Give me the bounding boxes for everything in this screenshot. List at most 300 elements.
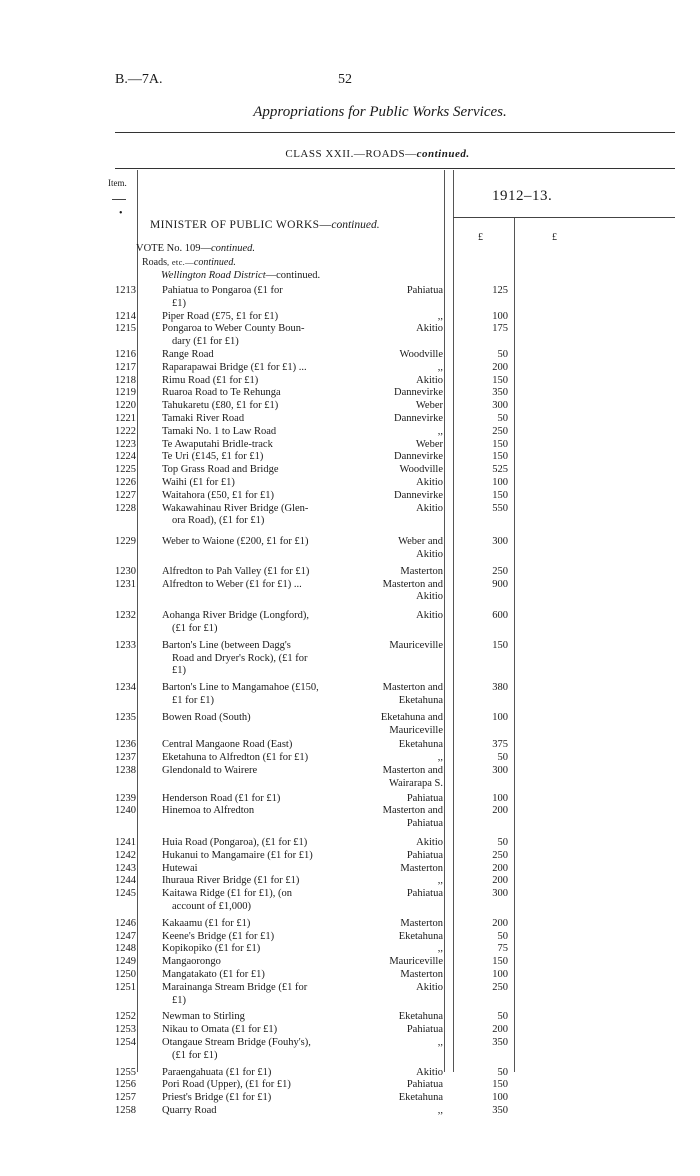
description-line: Range Road bbox=[162, 349, 214, 360]
description-line: Weber to Waione (£200, £1 for £1) bbox=[162, 536, 309, 548]
amount-value: 150 bbox=[492, 374, 508, 386]
road-description bbox=[162, 752, 362, 765]
description-line: Kakaamu (£1 for £1) bbox=[162, 917, 251, 929]
amount-value: 125 bbox=[492, 285, 508, 296]
road-description bbox=[162, 362, 362, 375]
amount-value: 100 bbox=[492, 969, 508, 980]
road-description bbox=[162, 793, 362, 806]
description-line: Pori Road (Upper), (£1 for £1) bbox=[162, 1079, 291, 1091]
amount-value: 200 bbox=[492, 875, 508, 887]
item-number: 1235 bbox=[115, 711, 136, 723]
road-description bbox=[162, 918, 362, 931]
item-number: 1237 bbox=[115, 752, 136, 764]
road-description bbox=[162, 712, 362, 725]
description-line: Ruaroa Road to Te Rehunga bbox=[162, 387, 281, 399]
year-column-header: 1912–13. bbox=[492, 188, 553, 204]
description-line: Central Mangaone Road (East) bbox=[162, 739, 293, 751]
county-line: ,, bbox=[437, 752, 443, 764]
item-column-header: Item. bbox=[108, 178, 127, 188]
road-description bbox=[162, 805, 362, 818]
amount-value: 350 bbox=[492, 1037, 508, 1048]
roads-label: Roads bbox=[142, 257, 167, 268]
item-header-rule bbox=[112, 199, 126, 200]
currency-symbol-2: £ bbox=[552, 232, 557, 243]
county-name bbox=[360, 805, 443, 831]
description-line: Pahiatua to Pongaroa (£1 for bbox=[162, 285, 283, 296]
amount-value: 100 bbox=[492, 477, 508, 488]
description-line: (£1 for £1) bbox=[172, 1049, 218, 1061]
description-line: Priest's Bridge (£1 for £1) bbox=[162, 1092, 272, 1104]
amount-value: 900 bbox=[492, 578, 508, 590]
amount-value: 250 bbox=[492, 565, 508, 577]
county-line: Woodville bbox=[399, 349, 443, 360]
item-header-mark: • bbox=[119, 208, 123, 219]
amount-value: 250 bbox=[492, 425, 508, 437]
amount-value: 350 bbox=[492, 387, 508, 399]
county-line: Weber bbox=[415, 400, 443, 412]
county-line: Dannevirke bbox=[394, 489, 443, 501]
county-name bbox=[360, 682, 443, 708]
vote-continued: continued. bbox=[210, 243, 255, 254]
description-line: Barton's Line to Mangamahoe (£150, bbox=[162, 682, 319, 694]
item-number: 1216 bbox=[115, 349, 136, 360]
district-heading bbox=[161, 270, 320, 281]
county-line: Akitio bbox=[416, 502, 443, 514]
county-name bbox=[360, 863, 443, 876]
description-line: account of £1,000) bbox=[172, 900, 252, 912]
description-line: Glendonald to Wairere bbox=[162, 765, 258, 776]
amount-value: 300 bbox=[492, 888, 508, 900]
description-line: Tamaki No. 1 to Law Road bbox=[162, 425, 277, 437]
description-line: Te Awaputahi Bridle-track bbox=[162, 438, 273, 450]
item-number: 1219 bbox=[115, 387, 136, 399]
county-name bbox=[360, 1024, 443, 1037]
county-line: Akitio bbox=[416, 837, 443, 848]
county-name bbox=[360, 610, 443, 623]
road-description bbox=[162, 426, 362, 439]
item-number: 1228 bbox=[115, 502, 136, 514]
description-line: £1 for £1) bbox=[172, 694, 214, 706]
item-number: 1213 bbox=[115, 285, 136, 296]
road-description bbox=[162, 943, 362, 956]
amount-value: 50 bbox=[497, 930, 508, 942]
amount-value: 175 bbox=[492, 323, 508, 335]
amount-value: 50 bbox=[497, 837, 508, 848]
county-name bbox=[360, 837, 443, 850]
county-name bbox=[360, 712, 443, 738]
road-description bbox=[162, 739, 362, 752]
class-continued: continued. bbox=[416, 148, 470, 160]
item-number: 1224 bbox=[115, 451, 136, 463]
county-name bbox=[360, 426, 443, 439]
road-description bbox=[162, 451, 362, 464]
county-line: Eketahuna bbox=[398, 694, 443, 706]
road-description bbox=[162, 400, 362, 413]
county-line: ,, bbox=[437, 875, 443, 887]
county-name bbox=[360, 765, 443, 791]
county-line: Dannevirke bbox=[394, 451, 443, 463]
road-description bbox=[162, 387, 362, 400]
county-line: Akitio bbox=[416, 374, 443, 386]
road-description bbox=[162, 1092, 362, 1105]
item-number: 1232 bbox=[115, 610, 136, 622]
item-number: 1247 bbox=[115, 930, 136, 942]
amount-value: 300 bbox=[492, 536, 508, 548]
item-number: 1220 bbox=[115, 400, 136, 412]
road-description bbox=[162, 1105, 362, 1118]
item-number: 1256 bbox=[115, 1079, 136, 1091]
item-number: 1249 bbox=[115, 956, 136, 968]
item-number: 1244 bbox=[115, 875, 136, 887]
county-line: Akitio bbox=[416, 323, 443, 335]
document-reference: B.—7A. bbox=[115, 72, 163, 87]
amount-value: 100 bbox=[492, 1092, 508, 1104]
county-name bbox=[360, 850, 443, 863]
amount-value: 150 bbox=[492, 451, 508, 463]
county-name bbox=[360, 375, 443, 388]
road-description bbox=[162, 982, 362, 1008]
vote-heading bbox=[136, 243, 255, 254]
county-name bbox=[360, 1092, 443, 1105]
county-name bbox=[360, 918, 443, 931]
county-line: Pahiatua bbox=[406, 1024, 443, 1036]
county-line: Masterton bbox=[400, 969, 443, 980]
description-line: Mangaorongo bbox=[162, 956, 221, 968]
amount-value: 200 bbox=[492, 805, 508, 817]
county-name bbox=[360, 982, 443, 995]
county-name bbox=[360, 477, 443, 490]
year-header-rule bbox=[453, 217, 675, 218]
county-line: Eketahuna bbox=[398, 1011, 443, 1023]
amount-value: 550 bbox=[492, 502, 508, 514]
county-name bbox=[360, 503, 443, 516]
item-number: 1243 bbox=[115, 862, 136, 874]
amount-value: 200 bbox=[492, 1024, 508, 1036]
item-number: 1254 bbox=[115, 1037, 136, 1048]
item-number: 1231 bbox=[115, 578, 136, 590]
description-line: Waitahora (£50, £1 for £1) bbox=[162, 489, 274, 501]
county-line: Wairarapa S. bbox=[389, 777, 443, 789]
road-description bbox=[162, 285, 362, 311]
item-number: 1255 bbox=[115, 1066, 136, 1078]
amount-value: 50 bbox=[497, 1011, 508, 1023]
amount-value: 50 bbox=[497, 413, 508, 424]
amount-value: 300 bbox=[492, 765, 508, 776]
item-number: 1217 bbox=[115, 361, 136, 373]
description-line: £1) bbox=[172, 994, 186, 1006]
road-description bbox=[162, 566, 362, 579]
county-line: Pahiatua bbox=[406, 818, 443, 830]
amount-value: 150 bbox=[492, 1079, 508, 1091]
item-number: 1229 bbox=[115, 536, 136, 548]
county-name bbox=[360, 311, 443, 324]
item-number: 1241 bbox=[115, 837, 136, 848]
county-name bbox=[360, 931, 443, 944]
description-line: Barton's Line (between Dagg's bbox=[162, 639, 291, 651]
county-name bbox=[360, 566, 443, 579]
description-line: dary (£1 for £1) bbox=[172, 336, 239, 348]
item-number: 1257 bbox=[115, 1092, 136, 1104]
class-label: CLASS XXII.—ROADS— bbox=[285, 148, 417, 160]
county-line: Woodville bbox=[399, 464, 443, 476]
county-name bbox=[360, 793, 443, 806]
description-line: ora Road), (£1 for £1) bbox=[172, 515, 265, 527]
county-name bbox=[360, 400, 443, 413]
description-line: Wakawahinau River Bridge (Glen- bbox=[162, 502, 309, 514]
description-line: Hutewai bbox=[162, 862, 198, 874]
county-line: Pahiatua bbox=[406, 285, 443, 296]
description-line: Huia Road (Pongaroa), (£1 for £1) bbox=[162, 837, 308, 848]
amount-value: 380 bbox=[492, 682, 508, 694]
item-number: 1238 bbox=[115, 765, 136, 776]
amount-value: 200 bbox=[492, 917, 508, 929]
description-line: Nikau to Omata (£1 for £1) bbox=[162, 1024, 278, 1036]
county-line: ,, bbox=[437, 1105, 443, 1116]
amount-value: 300 bbox=[492, 400, 508, 412]
page-title: Appropriations for Public Works Services. bbox=[253, 104, 507, 120]
description-line: Top Grass Road and Bridge bbox=[162, 464, 279, 476]
county-line: Mauriceville bbox=[389, 639, 443, 651]
road-description bbox=[162, 375, 362, 388]
currency-symbol-1: £ bbox=[478, 232, 483, 243]
county-line: Akitio bbox=[416, 477, 443, 488]
item-number: 1258 bbox=[115, 1105, 136, 1116]
amount-value: 150 bbox=[492, 639, 508, 651]
road-description bbox=[162, 1067, 362, 1080]
county-line: Masterton and bbox=[382, 682, 443, 694]
county-line: Pahiatua bbox=[406, 1079, 443, 1091]
minister-heading bbox=[150, 219, 380, 231]
amount-value: 150 bbox=[492, 438, 508, 450]
county-name bbox=[360, 739, 443, 752]
county-name bbox=[360, 579, 443, 605]
amount-value: 200 bbox=[492, 862, 508, 874]
county-line: Pahiatua bbox=[406, 888, 443, 900]
road-description bbox=[162, 579, 362, 592]
item-number: 1225 bbox=[115, 464, 136, 476]
county-name bbox=[360, 969, 443, 982]
amount-value: 250 bbox=[492, 849, 508, 861]
description-line: Pongaroa to Weber County Boun- bbox=[162, 323, 305, 335]
description-line: Alfredton to Weber (£1 for £1) ... bbox=[162, 578, 302, 590]
county-name bbox=[360, 875, 443, 888]
item-number: 1250 bbox=[115, 969, 136, 980]
description-line: Road and Dryer's Rock), (£1 for bbox=[172, 652, 308, 664]
county-line: Weber and bbox=[398, 536, 443, 548]
county-line: Masterton bbox=[400, 862, 443, 874]
road-description bbox=[162, 1037, 362, 1063]
amount-value: 100 bbox=[492, 792, 508, 804]
item-number: 1246 bbox=[115, 917, 136, 929]
item-number: 1240 bbox=[115, 805, 136, 817]
county-line: Pahiatua bbox=[406, 849, 443, 861]
item-number: 1233 bbox=[115, 639, 136, 651]
county-line: Eketahuna bbox=[398, 930, 443, 942]
amount-value: 525 bbox=[492, 464, 508, 476]
road-description bbox=[162, 323, 362, 349]
amount-value: 50 bbox=[497, 752, 508, 764]
county-line: Akitio bbox=[416, 591, 443, 603]
description-line: Newman to Stirling bbox=[162, 1011, 245, 1023]
amount-value: 200 bbox=[492, 361, 508, 373]
road-description bbox=[162, 1079, 362, 1092]
amount-value: 100 bbox=[492, 310, 508, 322]
item-number: 1230 bbox=[115, 565, 136, 577]
description-line: Eketahuna to Alfredton (£1 for £1) bbox=[162, 752, 309, 764]
description-line: Paraengahuata (£1 for £1) bbox=[162, 1066, 272, 1078]
county-line: Akitio bbox=[416, 981, 443, 993]
road-description bbox=[162, 477, 362, 490]
county-line: Dannevirke bbox=[394, 387, 443, 399]
description-line: Bowen Road (South) bbox=[162, 711, 251, 723]
road-description bbox=[162, 956, 362, 969]
description-line: Rimu Road (£1 for £1) bbox=[162, 374, 259, 386]
item-number: 1251 bbox=[115, 981, 136, 993]
item-number: 1239 bbox=[115, 792, 136, 804]
road-description bbox=[162, 413, 362, 426]
amount-value: 250 bbox=[492, 981, 508, 993]
road-description bbox=[162, 837, 362, 850]
county-name bbox=[360, 943, 443, 956]
county-line: Masterton bbox=[400, 917, 443, 929]
county-name bbox=[360, 1037, 443, 1050]
item-number: 1253 bbox=[115, 1024, 136, 1036]
road-description bbox=[162, 875, 362, 888]
amount-value: 100 bbox=[492, 711, 508, 723]
county-name bbox=[360, 888, 443, 901]
amount-value: 600 bbox=[492, 610, 508, 622]
description-line: £1) bbox=[172, 665, 186, 677]
description-line: Hinemoa to Alfredton bbox=[162, 805, 255, 817]
county-name bbox=[360, 752, 443, 765]
item-number: 1215 bbox=[115, 323, 136, 335]
class-rule bbox=[115, 168, 675, 169]
county-name bbox=[360, 1079, 443, 1092]
description-line: Otangaue Stream Bridge (Fouhy's), bbox=[162, 1037, 311, 1048]
county-line: Masterton and bbox=[382, 805, 443, 817]
amount-column-rule bbox=[514, 218, 515, 1072]
county-line: Akitio bbox=[416, 1066, 443, 1078]
road-description bbox=[162, 640, 362, 678]
road-description bbox=[162, 503, 362, 529]
amount-value: 350 bbox=[492, 1105, 508, 1116]
description-line: Tamaki River Road bbox=[162, 413, 245, 424]
item-number: 1221 bbox=[115, 413, 136, 424]
road-description bbox=[162, 536, 362, 549]
item-number: 1252 bbox=[115, 1011, 136, 1023]
county-line: Weber bbox=[415, 438, 443, 450]
county-name bbox=[360, 536, 443, 562]
amount-value: 50 bbox=[497, 349, 508, 360]
description-line: Piper Road (£75, £1 for £1) bbox=[162, 310, 279, 322]
county-name bbox=[360, 349, 443, 362]
road-description bbox=[162, 311, 362, 324]
district-continued: —continued. bbox=[265, 270, 321, 281]
road-description bbox=[162, 1024, 362, 1037]
item-number: 1218 bbox=[115, 374, 136, 386]
amount-value: 75 bbox=[497, 943, 508, 955]
roads-continued: continued. bbox=[193, 257, 236, 268]
county-line: Eketahuna and bbox=[380, 711, 443, 723]
county-name bbox=[360, 387, 443, 400]
county-name bbox=[360, 956, 443, 969]
district-label: Wellington Road District bbox=[161, 270, 266, 281]
county-line: Masterton and bbox=[382, 578, 443, 590]
road-description bbox=[162, 931, 362, 944]
item-number: 1242 bbox=[115, 849, 136, 861]
item-number: 1245 bbox=[115, 888, 136, 900]
description-line: Hukanui to Mangamaire (£1 for £1) bbox=[162, 849, 313, 861]
item-number: 1222 bbox=[115, 425, 136, 437]
county-name bbox=[360, 413, 443, 426]
county-name bbox=[360, 464, 443, 477]
item-number: 1227 bbox=[115, 489, 136, 501]
description-line: Waihi (£1 for £1) bbox=[162, 477, 235, 488]
county-line: Mauriceville bbox=[389, 724, 443, 736]
item-number: 1223 bbox=[115, 438, 136, 450]
description-line: Te Uri (£145, £1 for £1) bbox=[162, 451, 264, 463]
amount-value: 375 bbox=[492, 739, 508, 751]
county-name bbox=[360, 323, 443, 336]
item-number: 1236 bbox=[115, 739, 136, 751]
county-name bbox=[360, 1011, 443, 1024]
minister-continued: continued. bbox=[331, 219, 380, 231]
road-description bbox=[162, 863, 362, 876]
county-line: Akitio bbox=[416, 548, 443, 560]
amount-value: 50 bbox=[497, 1066, 508, 1078]
item-column-rule bbox=[137, 170, 138, 1072]
road-description bbox=[162, 464, 362, 477]
road-description bbox=[162, 888, 362, 914]
county-name bbox=[360, 1105, 443, 1118]
county-line: Pahiatua bbox=[406, 792, 443, 804]
county-line: ,, bbox=[437, 425, 443, 437]
county-line: ,, bbox=[437, 943, 443, 955]
item-number: 1214 bbox=[115, 310, 136, 322]
county-line: ,, bbox=[437, 1037, 443, 1048]
description-line: Marainanga Stream Bridge (£1 for bbox=[162, 981, 308, 993]
county-line: Dannevirke bbox=[394, 413, 443, 424]
description-line: Aohanga River Bridge (Longford), bbox=[162, 610, 309, 622]
item-number: 1226 bbox=[115, 477, 136, 488]
minister-label: MINISTER OF PUBLIC WORKS— bbox=[150, 219, 332, 231]
road-description bbox=[162, 969, 362, 982]
county-line: ,, bbox=[437, 361, 443, 373]
description-line: Tahukaretu (£80, £1 for £1) bbox=[162, 400, 279, 412]
road-description bbox=[162, 439, 362, 452]
description-line: Quarry Road bbox=[162, 1105, 217, 1116]
description-line: Mangatakato (£1 for £1) bbox=[162, 969, 265, 980]
county-line: Mauriceville bbox=[389, 956, 443, 968]
road-description bbox=[162, 1011, 362, 1024]
header-rule bbox=[115, 132, 675, 133]
item-number: 1234 bbox=[115, 682, 136, 694]
county-line: Masterton and bbox=[382, 765, 443, 776]
description-line: (£1 for £1) bbox=[172, 622, 218, 634]
county-line: ,, bbox=[437, 310, 443, 322]
roads-heading bbox=[142, 257, 236, 268]
road-description bbox=[162, 490, 362, 503]
county-line: Eketahuna bbox=[398, 739, 443, 751]
county-column-rule bbox=[444, 170, 445, 1072]
description-line: Keene's Bridge (£1 for £1) bbox=[162, 930, 275, 942]
page-number: 52 bbox=[338, 72, 352, 87]
description-line: Alfredton to Pah Valley (£1 for £1) bbox=[162, 565, 310, 577]
description-line: Raparapawai Bridge (£1 for £1) ... bbox=[162, 361, 307, 373]
county-line: Masterton bbox=[400, 565, 443, 577]
road-description bbox=[162, 610, 362, 636]
road-description bbox=[162, 349, 362, 362]
